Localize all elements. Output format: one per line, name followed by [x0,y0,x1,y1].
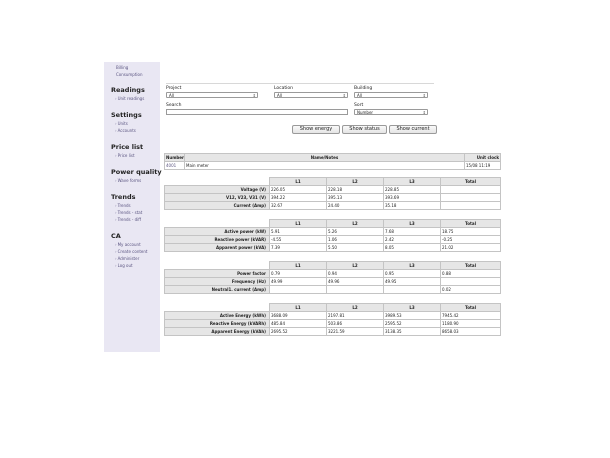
unit-table-header-number: Number [166,155,184,160]
select-arrows-icon: ⇕ [342,93,346,98]
table-corner [165,304,270,312]
cell-l3: 2595.52 [384,320,441,328]
cell-l3: 8.05 [384,244,441,252]
unit-clock: 15/08 11:19 [465,162,501,170]
unit-table-header-name: Name/Notes [185,154,465,162]
section-title-readings: Readings [111,86,145,94]
phase-header-l3: L3 [384,304,441,312]
cell-l3: 228.85 [384,186,441,194]
location-label: Location [274,86,294,91]
table-row [165,320,501,328]
sidebar [104,62,160,352]
unit-number-link[interactable]: 4001 [165,162,185,170]
sidebar-item-trends[interactable]: › Trends [115,203,131,208]
unit-table-header-clock: Unit clock [465,154,501,162]
cell-l1: 0.79 [270,270,327,278]
sidebar-item-price-list[interactable]: › Price list [115,153,135,158]
cell-l2: 503.86 [327,320,384,328]
sidebar-item-administer[interactable]: › Administer [115,256,139,261]
row-label: Neutral1. current (Amp) [165,286,270,294]
cell-l1: 5.91 [270,228,327,236]
cell-l3: 2.42 [384,236,441,244]
table-row [165,194,501,202]
cell-l2: 3221.59 [327,328,384,336]
cell-total [441,186,501,194]
cell-total [441,278,501,286]
search-input[interactable] [166,109,348,115]
power-table [164,219,501,252]
row-label: Apparent Energy (kVAh) [165,328,270,336]
select-arrows-icon: ⇕ [422,93,426,98]
phase-header-l1: L1 [270,178,327,186]
app-window [104,62,510,352]
cell-l1: 7.39 [270,244,327,252]
section-title-price-list: Price list [111,143,144,151]
cell-total: 7945.42 [441,312,501,320]
sidebar-item-accounts[interactable]: › Accounts [115,128,136,133]
table-corner [165,262,270,270]
unit-table [164,153,501,170]
phase-header-l3: L3 [384,220,441,228]
project-select-value: All [169,93,174,98]
location-select-value: All [277,93,282,98]
sidebar-link-billing[interactable]: Billing [116,65,129,70]
unit-name: Main meter [185,162,465,170]
table-row [165,312,501,320]
cell-l1: 49.99 [270,278,327,286]
sort-select-value: Number [357,110,374,115]
sort-select[interactable] [354,109,428,115]
search-label: Search [166,103,182,108]
project-select[interactable] [166,92,258,98]
phase-header-l3: L3 [384,178,441,186]
cell-l1: 3688.09 [270,312,327,320]
table-row [165,244,501,252]
cell-total: 1180.90 [441,320,501,328]
row-label: Reactive Energy (kVARh) [165,320,270,328]
show-energy-button[interactable]: Show energy [292,125,340,134]
cell-l3: 0.95 [384,270,441,278]
row-label: Power factor [165,270,270,278]
row-label: Active power (kW) [165,228,270,236]
row-label: Voltage (V) [165,186,270,194]
sidebar-item-units[interactable]: › Units [115,121,128,126]
cell-l3: 49.95 [384,278,441,286]
phase-header-total: Total [441,178,501,186]
cell-l3: 393.69 [384,194,441,202]
cell-l2: 2197.81 [327,312,384,320]
cell-l1 [270,286,327,294]
cell-l2: 1.06 [327,236,384,244]
power-factor-table [164,261,501,294]
row-label: Current (Amp) [165,202,270,210]
cell-l3: 7.68 [384,228,441,236]
table-row [165,162,501,170]
cell-total [441,194,501,202]
table-corner [165,178,270,186]
project-label: Project [166,86,182,91]
building-select-value: All [357,93,362,98]
table-row [165,328,501,336]
energy-table [164,303,501,336]
cell-total: 0.02 [441,286,501,294]
cell-l2 [327,286,384,294]
table-row [165,228,501,236]
phase-header-l1: L1 [270,262,327,270]
sidebar-item-my-account[interactable]: › My account [115,242,141,247]
cell-l3: 35.18 [384,202,441,210]
phase-header-total: Total [441,220,501,228]
sidebar-link-consumption[interactable]: Consumption [116,72,143,77]
phase-header-l2: L2 [327,178,384,186]
phase-header-total: Total [441,262,501,270]
cell-l2: 5.50 [327,244,384,252]
show-status-button[interactable]: Show status [342,125,387,134]
divider [166,83,434,84]
cell-total [441,202,501,210]
cell-l3 [384,286,441,294]
sidebar-item-wave-forms[interactable]: › Wave forms [115,178,141,183]
table-row [165,270,501,278]
phase-header-total: Total [441,304,501,312]
cell-l2: 49.96 [327,278,384,286]
cell-l3: 3989.53 [384,312,441,320]
sidebar-item-trends-diff[interactable]: › Trends - diff [115,217,141,222]
location-select[interactable] [274,92,348,98]
row-label: Apparent power (kVA) [165,244,270,252]
section-title-trends: Trends [111,193,136,201]
voltage-table [164,177,501,210]
row-label: Reactive power (kVAR) [165,236,270,244]
sort-label: Sort [354,103,364,108]
table-row [165,236,501,244]
phase-header-l1: L1 [270,304,327,312]
cell-l1: 226.05 [270,186,327,194]
section-title-settings: Settings [111,111,142,119]
table-corner [165,220,270,228]
cell-total: 21.02 [441,244,501,252]
building-label: Building [354,86,373,91]
sidebar-item-unit-readings[interactable]: › Unit readings [115,96,144,101]
show-current-button[interactable]: Show current [389,125,437,134]
section-title-power-quality: Power quality [111,168,162,176]
cell-total: -0.25 [441,236,501,244]
cell-l1: 32.67 [270,202,327,210]
row-label: V12, V23, V31 (V) [165,194,270,202]
sidebar-item-log-out[interactable]: › Log out [115,263,133,268]
building-select[interactable] [354,92,428,98]
table-row [165,286,501,294]
cell-l2: 228.18 [327,186,384,194]
phase-header-l1: L1 [270,220,327,228]
select-arrows-icon: ⇕ [252,93,256,98]
phase-header-l2: L2 [327,304,384,312]
cell-l1: 394.22 [270,194,327,202]
section-title-ca: CA [111,232,121,240]
row-label: Active Energy (kWh) [165,312,270,320]
phase-header-l2: L2 [327,262,384,270]
cell-l2: 24.40 [327,202,384,210]
cell-l2: 395.13 [327,194,384,202]
table-row [165,186,501,194]
cell-total: 8658.03 [441,328,501,336]
main-content [160,62,510,352]
table-row [165,278,501,286]
cell-l1: 485.84 [270,320,327,328]
select-arrows-icon: ⇕ [422,110,426,115]
cell-l2: 0.94 [327,270,384,278]
table-row [165,202,501,210]
cell-l1: -4.55 [270,236,327,244]
phase-header-l2: L2 [327,220,384,228]
cell-l3: 3138.35 [384,328,441,336]
sidebar-item-create-content[interactable]: › Create content [115,249,148,254]
cell-l2: 5.26 [327,228,384,236]
phase-header-l3: L3 [384,262,441,270]
sidebar-item-trends-stat[interactable]: › Trends - stat [115,210,142,215]
cell-l1: 2695.52 [270,328,327,336]
row-label: Frequency (Hz) [165,278,270,286]
cell-total: 0.88 [441,270,501,278]
cell-total: 18.75 [441,228,501,236]
